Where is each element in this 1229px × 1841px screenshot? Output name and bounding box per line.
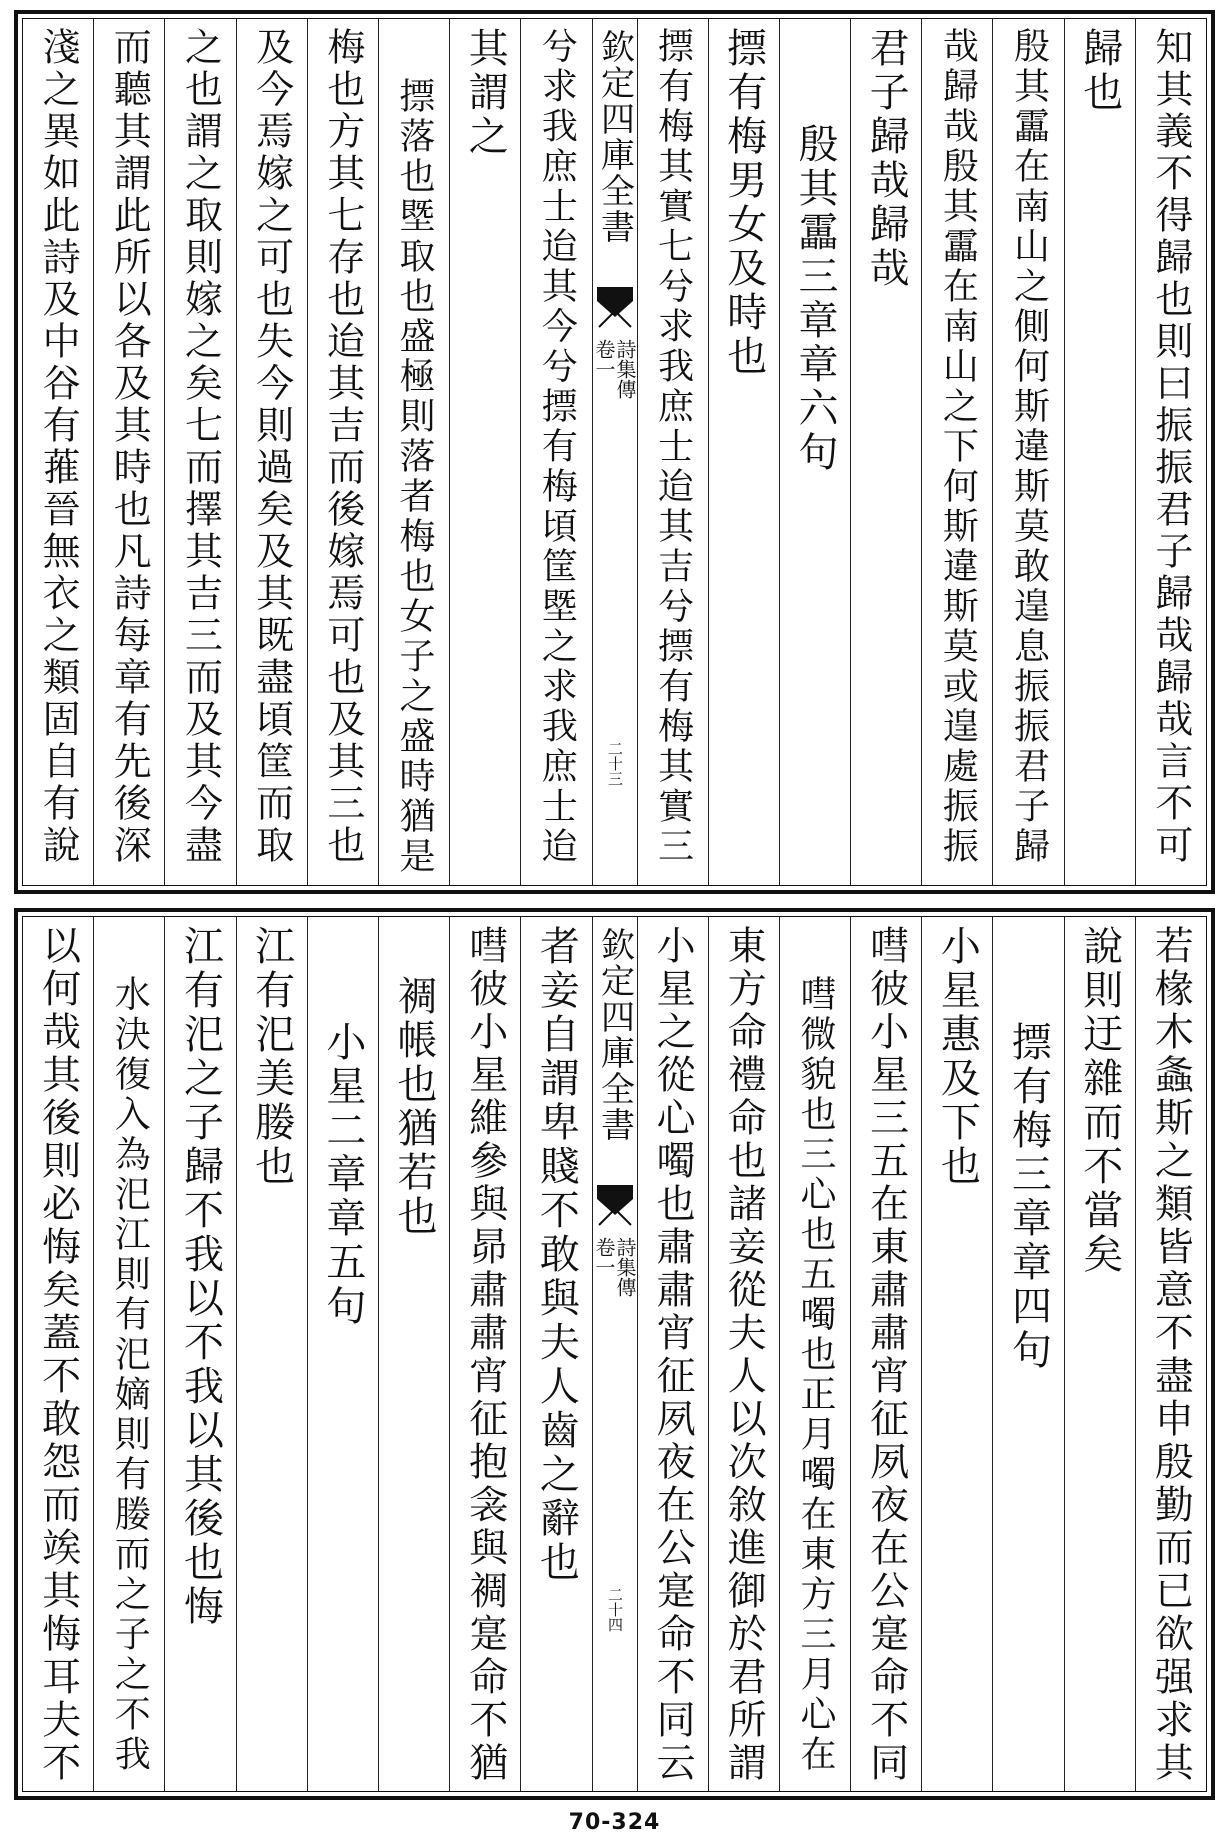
left-column <box>449 917 520 1791</box>
right-column <box>637 19 708 885</box>
column-text: 殷其靁在南山之側何斯違斯莫敢遑息振振君子歸 <box>1008 27 1050 867</box>
book-title: 欽定四庫全書 <box>594 29 635 245</box>
right-column <box>1135 19 1206 885</box>
left-column <box>449 19 520 885</box>
left-column <box>23 917 93 1791</box>
column-text: 之也謂之取則嫁之矣七而擇其吉三而及其今盡 <box>178 27 223 867</box>
left-column <box>93 19 164 885</box>
column-text: 小星二章章五句 <box>319 1021 366 1329</box>
volume-label <box>594 339 635 399</box>
column-text: 君子歸哉歸哉 <box>863 27 910 291</box>
volume-label <box>594 1237 635 1297</box>
column-text: 說則迂雜而不當矣 <box>1076 925 1123 1277</box>
left-column <box>23 19 93 885</box>
right-column <box>1064 917 1135 1791</box>
left-column <box>520 917 591 1791</box>
right-column <box>1135 917 1206 1791</box>
column-text: 摽落也塈取也盛極則落者梅也女子之盛時猶是 <box>394 77 436 877</box>
column-text: 其謂之 <box>462 27 509 159</box>
right-column <box>1064 19 1135 885</box>
column-text: 嘒微貌也三心也五噣也正月噣在東方三月心在 <box>794 975 836 1775</box>
left-column <box>378 19 449 885</box>
column-text: 歸也 <box>1076 27 1123 115</box>
left-column <box>378 917 449 1791</box>
column-text: 殷其靁三章章六句 <box>791 123 838 475</box>
column-text: 水決復入為汜江則有汜嫡則有媵而之子之不我 <box>109 975 151 1775</box>
top-page-panel <box>14 10 1215 894</box>
left-column <box>93 917 164 1791</box>
right-column <box>992 917 1063 1791</box>
left-column <box>236 19 307 885</box>
column-text: 知其義不得歸也則曰振振君子歸哉歸哉言不可 <box>1148 27 1193 867</box>
column-text: 者妾自謂卑賤不敢與夫人齒之辭也 <box>533 925 580 1585</box>
column-text: 及今焉嫁之可也失今則過矣及其既盡頃筐而取 <box>249 27 294 867</box>
left-column <box>164 19 235 885</box>
column-text: 兮求我庶士迨其今兮摽有梅頃筐塈之求我庶士迨 <box>536 27 578 867</box>
column-text: 裯帳也猶若也 <box>391 975 438 1239</box>
right-column <box>779 917 850 1791</box>
right-column <box>637 917 708 1791</box>
left-column <box>236 917 307 1791</box>
right-column <box>708 19 779 885</box>
column-text: 東方命禮命也諸妾從夫人以次敘進御於君所謂 <box>721 925 767 1785</box>
top-column-grid <box>22 18 1207 886</box>
left-column <box>520 19 591 885</box>
right-column <box>850 917 921 1791</box>
column-text: 若椽木螽斯之類皆意不盡申殷勤而已欲强求其 <box>1148 925 1194 1785</box>
right-column <box>921 19 992 885</box>
column-text: 摽有梅其實七兮求我庶士迨其吉兮摽有梅其實三 <box>652 27 694 867</box>
left-column <box>307 917 378 1791</box>
page-footer-label: 70-324 <box>568 1810 661 1835</box>
right-column <box>921 917 992 1791</box>
volume-number: 卷一 <box>592 339 616 379</box>
column-text: 以何哉其後則必悔矣蓋不敢怨而竢其悔耳夫不 <box>35 925 81 1785</box>
folio-number: 二十三 <box>606 741 624 786</box>
book-title: 欽定四庫全書 <box>594 927 635 1143</box>
volume-number: 卷一 <box>592 1237 616 1277</box>
column-text: 摽有梅三章章四句 <box>1005 1021 1052 1373</box>
column-text: 江有汜美媵也 <box>248 925 295 1189</box>
left-column <box>307 19 378 885</box>
volume-title: 詩集傳 <box>613 1237 637 1297</box>
column-text: 小星惠及下也 <box>934 925 981 1189</box>
center-fold-strip <box>592 917 637 1791</box>
column-text: 梅也方其七存也迨其吉而後嫁焉可也及其三也 <box>320 27 365 867</box>
column-text: 哉歸哉殷其靁在南山之下何斯違斯莫或遑處振振 <box>937 27 979 867</box>
center-fold-strip <box>592 19 637 885</box>
volume-title: 詩集傳 <box>613 339 637 399</box>
fishtail-mark-icon <box>597 1185 633 1233</box>
right-column <box>708 917 779 1791</box>
right-column <box>779 19 850 885</box>
column-text: 小星之從心噣也肅肅宵征夙夜在公寔命不同云 <box>650 925 696 1785</box>
right-column <box>850 19 921 885</box>
column-text: 摽有梅男女及時也 <box>720 27 767 379</box>
column-text: 嘒彼小星維參與昴肅肅宵征抱衾與裯寔命不猶 <box>462 925 508 1785</box>
left-column <box>164 917 235 1791</box>
bottom-column-grid <box>22 916 1207 1792</box>
folio-number: 二十四 <box>606 1587 624 1632</box>
column-text: 淺之異如此詩及中谷有蓷晉無衣之類固自有說 <box>36 27 81 867</box>
right-column <box>992 19 1063 885</box>
bottom-page-panel <box>14 908 1215 1800</box>
column-text: 江有汜之子歸不我以不我以其後也悔 <box>177 925 224 1629</box>
fishtail-mark-icon <box>597 287 633 335</box>
column-text: 嘒彼小星三五在東肅肅宵征夙夜在公寔命不同 <box>863 925 909 1785</box>
column-text: 而聽其謂此所以各及其時也凡詩每章有先後深 <box>107 27 152 867</box>
